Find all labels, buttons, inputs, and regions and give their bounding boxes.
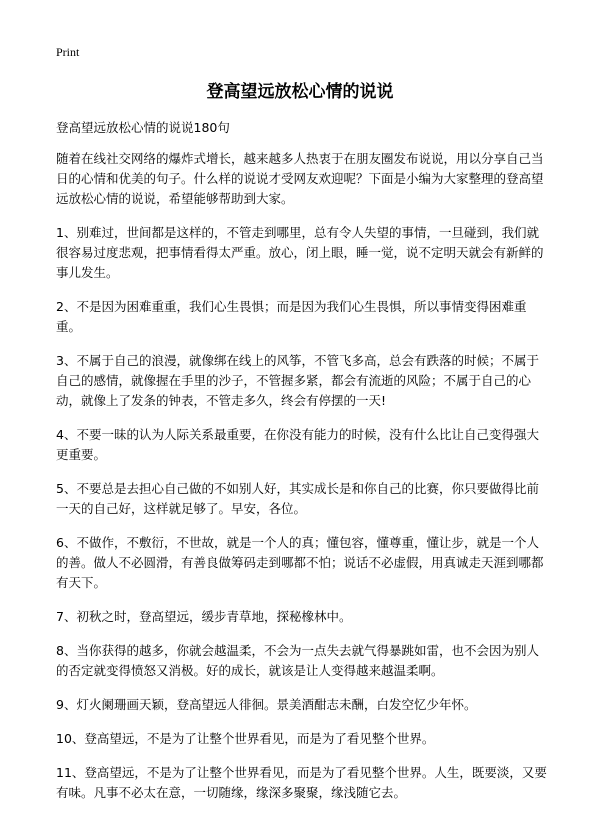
list-item: 10、登高望远，不是为了让整个世界看见，而是为了看见整个世界。 <box>56 731 435 746</box>
list-item: 7、初秋之时，登高望远，缓步青草地，探秘橡林中。 <box>56 609 352 624</box>
list-item: 9、灯火阑珊画天颖，登高望远人徘徊。景美酒酣志未酬，白发空忆少年怀。 <box>56 697 477 712</box>
list-item: 3、不属于自己的浪漫，就像绑在线上的风筝，不管飞多高，总会有跌落的时候；不属于自己的感情，就像握在手里的沙子，不管握多紧，都会有流逝的风险；不属于自己的心动，就像上了发条的钟表，不管走多久，终会有停摆的一天! <box>56 353 539 408</box>
list-item: 5、不要总是去担心自己做的不如别人好，其实成长是和你自己的比赛，你只要做得比前一天的自己好，这样就足够了。早安，各位。 <box>56 481 539 516</box>
article-subtitle: 登高望远放松心情的说说180句 <box>56 120 230 135</box>
intro-paragraph: 随着在线社交网络的爆炸式增长，越来越多人热衷于在朋友圈发布说说，用以分享自己当日的心情和优美的句子。什么样的说说才受网友欢迎呢？下面是小编为大家整理的登高望远放松心情的说说，希望能够帮助到大家。 <box>56 151 544 206</box>
list-item: 8、当你获得的越多，你就会越温柔，不会为一点失去就气得暴跳如雷，也不会因为别人的否定就变得愤怒又消极。好的成长，就该是让人变得越来越温柔啊。 <box>56 643 539 678</box>
article-body <box>56 118 550 817</box>
print-link[interactable]: Print <box>56 45 80 59</box>
list-item: 11、登高望远，不是为了让整个世界看见，而是为了看见整个世界。人生，既要淡，又要有味。凡事不必太在意，一切随缘，缘深多聚聚，缘浅随它去。 <box>56 765 547 800</box>
page-title: 登高望远放松心情的说说 <box>206 82 394 102</box>
list-item: 2、不是因为困难重重，我们心生畏惧；而是因为我们心生畏惧，所以事情变得困难重重。 <box>56 299 527 334</box>
list-item: 6、不做作，不敷衍，不世故，就是一个人的真；懂包容，懂尊重，懂让步，就是一个人的善。做人不必圆滑，有善良做筹码走到哪都不怕；说话不必虚假，用真诚走天涯到哪都有天下。 <box>56 535 544 590</box>
list-item: 1、别难过，世间都是这样的，不管走到哪里，总有令人失望的事情，一旦碰到，我们就很容易过度悲观，把事情看得太严重。放心，闭上眼，睡一觉，说不定明天就会有新鲜的事儿发生。 <box>56 225 544 280</box>
list-item: 4、不要一昧的认为人际关系最重要，在你没有能力的时候，没有什么比让自己变得强大更重要。 <box>56 427 539 462</box>
